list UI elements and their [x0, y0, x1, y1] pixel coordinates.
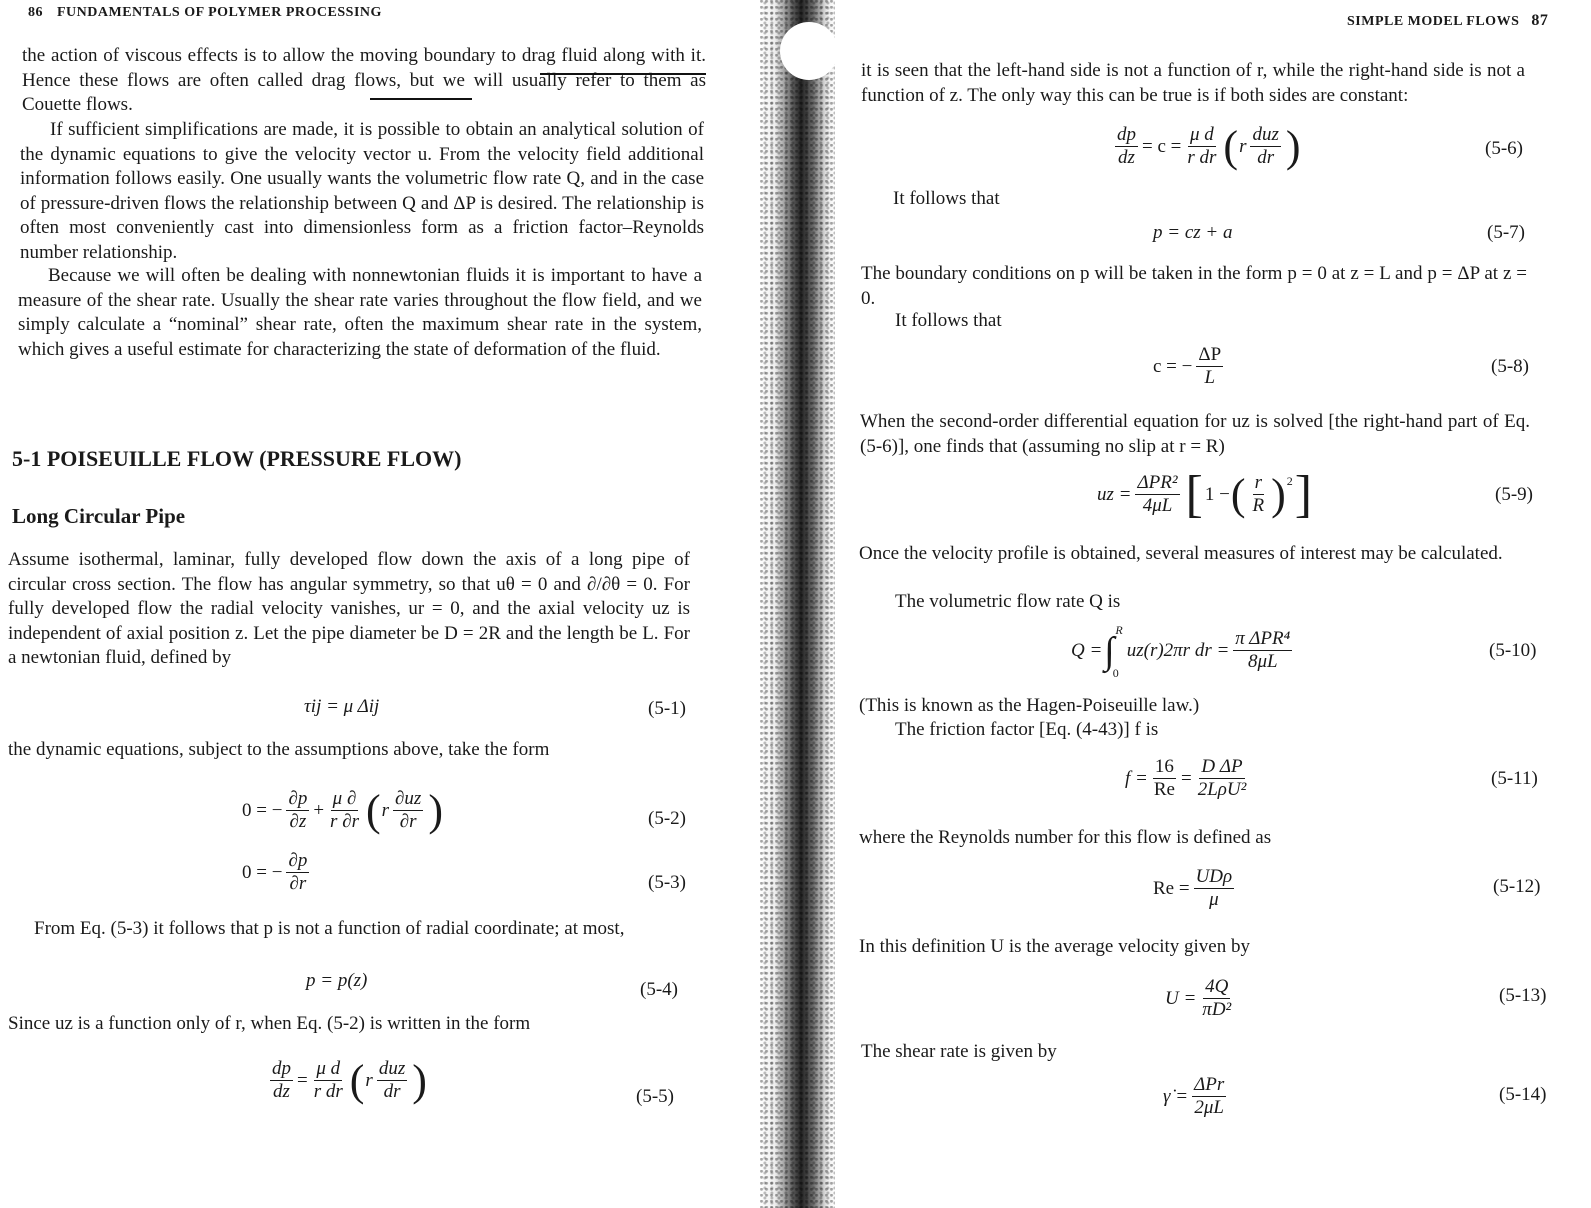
eq-term: =	[297, 1069, 308, 1091]
numerator: duz	[1252, 124, 1279, 145]
paren: )	[1271, 469, 1286, 519]
denominator: Re	[1153, 779, 1175, 800]
paragraph: the dynamic equations, subject to the assumptions above, take the form	[8, 739, 550, 760]
equation-5-13	[1165, 976, 1237, 1021]
fraction	[1115, 124, 1138, 169]
fraction	[1185, 124, 1218, 169]
numerator: ΔPr	[1194, 1074, 1225, 1095]
paragraph: In this definition U is the average velocity given by	[859, 936, 1250, 957]
denominator: ∂r	[289, 873, 307, 894]
fraction	[270, 1058, 293, 1103]
fraction	[1135, 472, 1179, 517]
pen-underline	[370, 98, 472, 100]
eq-term: U =	[1165, 987, 1197, 1009]
integral-sign: ∫ R 0	[1104, 622, 1123, 680]
equation-5-11	[1125, 756, 1252, 801]
eq-term: Q =	[1071, 639, 1103, 661]
paragraph: Assume isothermal, laminar, fully developed flow down the axis of a long pipe of circular cross section. The flow has angular symmetry, so that uθ = 0 and ∂/∂θ = 0. For fully developed flow the radial velocity vanishes, ur = 0, and the axial velocity uz is independent of axial position z. Let the pipe diameter be D = 2R and the length be L. For a newtonian fluid, defined by	[8, 549, 690, 668]
fraction	[377, 1058, 407, 1103]
fraction	[286, 788, 309, 833]
equation-number: (5-14)	[1499, 1084, 1547, 1105]
equation-5-6	[1111, 121, 1302, 171]
equation-5-7: p = cz + a	[1153, 222, 1233, 243]
equation-number: (5-8)	[1491, 356, 1529, 377]
paragraph: Once the velocity profile is obtained, several measures of interest may be calculated.	[859, 543, 1503, 564]
lower-limit: 0	[1112, 665, 1119, 680]
binding-gutter	[760, 0, 835, 1208]
fraction	[1200, 976, 1233, 1021]
fraction	[1233, 628, 1292, 673]
paragraph: When the second-order differential equation for uz is solved [the right-hand part of Eq. (5-6)], one finds that (assuming no slip at r = R)	[860, 411, 1530, 457]
denominator: r dr	[313, 1081, 343, 1102]
equation-5-9	[1097, 465, 1314, 523]
numerator: ∂p	[288, 788, 308, 809]
fraction	[1196, 344, 1223, 389]
paragraph: It follows that	[893, 188, 1000, 209]
eq-term: 1 −	[1204, 483, 1230, 505]
paren: )	[428, 785, 443, 835]
eq-term: f =	[1125, 767, 1148, 789]
fraction	[1250, 124, 1280, 169]
paragraph: the action of viscous effects is to allow the moving boundary to drag fluid along with it. Hence these flows are often called drag flows, but we will usually refer to them as Couette flows.	[22, 45, 706, 115]
fraction	[328, 788, 361, 833]
left-page	[0, 0, 760, 1208]
denominator: r ∂r	[330, 811, 359, 832]
paragraph: where the Reynolds number for this flow is defined as	[859, 827, 1272, 848]
fraction	[393, 788, 423, 833]
right-page	[835, 0, 1591, 1208]
equation-5-2	[242, 785, 444, 835]
equation-5-4: p = p(z)	[306, 970, 368, 991]
eq-term: 0 = −	[242, 799, 283, 821]
numerator: ΔP	[1198, 344, 1222, 365]
equation-5-5	[266, 1055, 428, 1105]
paren: )	[1285, 121, 1301, 171]
numerator: duz	[378, 1058, 406, 1079]
exponent: 2	[1286, 474, 1293, 488]
eq-term: 0 = −	[242, 861, 283, 883]
paren: (	[1230, 469, 1246, 519]
running-head: SIMPLE MODEL FLOWS	[1347, 14, 1520, 29]
paren: (	[365, 785, 381, 835]
denominator: 2LρU²	[1197, 779, 1247, 800]
fraction	[286, 850, 309, 895]
numerator: μ d	[1190, 124, 1214, 145]
numerator: 4Q	[1205, 976, 1229, 997]
denominator: r dr	[1187, 147, 1217, 168]
paragraph: (This is known as the Hagen-Poiseuille law.)	[859, 695, 1200, 716]
equation-number: (5-9)	[1495, 484, 1533, 505]
equation-5-1: τij = μ Δij	[304, 696, 380, 717]
fraction	[1194, 866, 1235, 911]
numerator: ΔPR²	[1137, 472, 1178, 493]
denominator: 8μL	[1247, 651, 1278, 672]
equation-number: (5-7)	[1487, 222, 1525, 243]
numerator: 16	[1154, 756, 1174, 777]
paren: (	[349, 1055, 365, 1105]
section-heading: 5-1 POISEUILLE FLOW (PRESSURE FLOW)	[12, 446, 462, 471]
denominator: dr	[383, 1081, 401, 1102]
equation-number: (5-2)	[648, 808, 686, 829]
bracket: ]	[1294, 465, 1313, 523]
subheading: Long Circular Pipe	[12, 504, 186, 528]
eq-term: uz(r)2πr dr =	[1126, 639, 1230, 661]
equation-number: (5-10)	[1489, 640, 1537, 661]
fraction	[1196, 756, 1249, 801]
equation-5-12	[1153, 866, 1238, 911]
paragraph: The boundary conditions on p will be taken in the form p = 0 at z = L and p = ΔP at z = 0.	[861, 263, 1527, 309]
page-number: 86	[28, 5, 43, 20]
paragraph: It follows that	[895, 310, 1002, 331]
eq-term: +	[313, 799, 325, 821]
equation-number: (5-6)	[1485, 138, 1523, 159]
numerator: dp	[272, 1058, 291, 1079]
numerator: r	[1254, 472, 1262, 493]
page-header-right	[1347, 12, 1548, 30]
numerator: μ d	[316, 1058, 341, 1079]
paragraph: The shear rate is given by	[861, 1041, 1057, 1062]
page-number: 87	[1531, 12, 1549, 29]
eq-term: uz =	[1097, 483, 1132, 505]
numerator: UDρ	[1195, 866, 1233, 887]
denominator: ∂z	[289, 811, 307, 832]
equation-5-8	[1153, 344, 1227, 389]
numerator: ∂uz	[395, 788, 422, 809]
upper-limit: R	[1115, 622, 1123, 637]
numerator: ∂p	[288, 850, 308, 871]
paren: )	[412, 1055, 427, 1105]
eq-term: =	[1180, 767, 1192, 789]
equation-number: (5-13)	[1499, 985, 1547, 1006]
denominator: 4μL	[1142, 495, 1173, 516]
denominator: L	[1204, 367, 1216, 388]
paragraph: The volumetric flow rate Q is	[895, 591, 1121, 612]
bracket: [	[1185, 465, 1203, 523]
equation-number: (5-5)	[636, 1086, 674, 1107]
punch-hole	[780, 22, 838, 80]
fraction	[1192, 1074, 1226, 1119]
denominator: 2μL	[1194, 1097, 1224, 1118]
numerator: dp	[1117, 124, 1136, 145]
equation-number: (5-1)	[648, 698, 686, 719]
running-head: FUNDAMENTALS OF POLYMER PROCESSING	[57, 5, 382, 20]
numerator: μ ∂	[332, 788, 357, 809]
equation-5-10	[1071, 622, 1296, 680]
page-header-left	[28, 5, 382, 21]
paragraph: If sufficient simplifications are made, it is possible to obtain an analytical solution of the dynamic equations to give the velocity vector u. From the velocity field additional information follows easily. One usually wants the volumetric flow rate Q, and in the case of pressure-driven flows the relationship between Q and ΔP is desired. The relationship is often most conveniently cast into dimensionless form as a friction factor–Reynolds number relationship.	[20, 119, 704, 263]
equation-number: (5-12)	[1493, 876, 1541, 897]
eq-term: c = −	[1153, 355, 1193, 377]
equation-number: (5-3)	[648, 872, 686, 893]
fraction	[1152, 756, 1177, 801]
eq-term: r	[365, 1069, 373, 1091]
paragraph: Since uz is a function only of r, when Eq. (5-2) is written in the form	[8, 1013, 531, 1034]
denominator: πD²	[1202, 999, 1232, 1020]
paragraph: From Eq. (5-3) it follows that p is not a function of radial coordinate; at most,	[34, 918, 625, 939]
equation-5-3	[242, 850, 313, 895]
fraction	[1250, 472, 1266, 517]
paren: (	[1223, 121, 1239, 171]
denominator: dz	[1118, 147, 1135, 168]
numerator: D ΔP	[1201, 756, 1243, 777]
denominator: μ	[1209, 889, 1219, 910]
denominator: dr	[1257, 147, 1275, 168]
pen-underline	[540, 73, 706, 75]
equation-number: (5-11)	[1491, 768, 1538, 789]
denominator: dz	[273, 1081, 290, 1102]
eq-term: r	[1239, 135, 1247, 157]
denominator: R	[1252, 495, 1265, 516]
eq-term: r	[381, 799, 390, 821]
eq-term: γ̇ =	[1163, 1085, 1189, 1107]
paragraph: The friction factor [Eq. (4-43)] f is	[895, 719, 1159, 740]
numerator: π ΔPR⁴	[1235, 628, 1291, 649]
eq-term: Re =	[1153, 877, 1190, 899]
equation-number: (5-4)	[640, 979, 678, 1000]
eq-term: = c =	[1142, 135, 1182, 157]
denominator: ∂r	[399, 811, 417, 832]
fraction	[312, 1058, 345, 1103]
paragraph: Because we will often be dealing with nonnewtonian fluids it is important to have a measure of the shear rate. Usually the shear rate varies throughout the flow field, and we simply calculate a “nominal” shear rate, often the maximum shear rate in the system, which gives a useful estimate for characterizing the state of deformation of the fluid.	[18, 265, 702, 360]
equation-5-14	[1163, 1074, 1230, 1119]
paragraph: it is seen that the left-hand side is not a function of r, while the right-hand side is not a function of z. The only way this can be true is if both sides are constant:	[861, 60, 1525, 106]
